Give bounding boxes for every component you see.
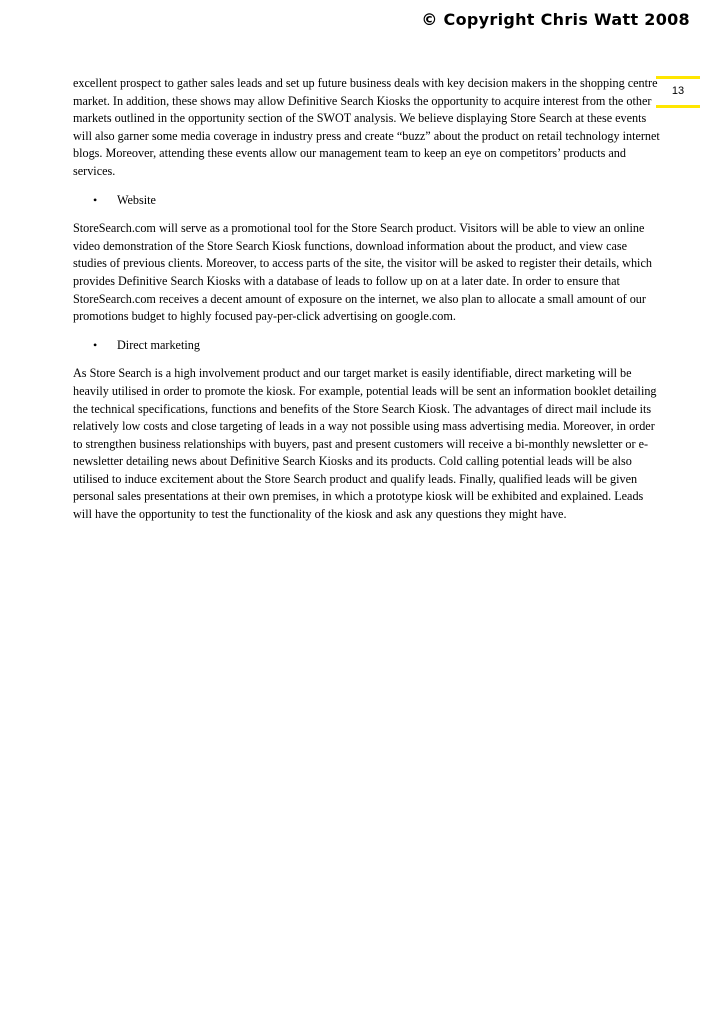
copyright-header: © Copyright Chris Watt 2008 xyxy=(421,10,690,29)
bullet-website xyxy=(73,192,663,210)
paragraph-trade-shows: excellent prospect to gather sales leads and set up future business deals with key decision makers in the shopping centre market. In addition, these shows may allow Definitive Search Kiosks the opportunity to acquire interest from the other markets outlined in the opportunity section of the SWOT analysis. We believe displaying Store Search at these events will also garner some media coverage in industry press and create “buzz” about the product on retail technology internet blogs. Moreover, attending these events allow our management team to keep an eye on competitors’ products and services. xyxy=(73,76,660,178)
bullet-icon: • xyxy=(93,192,98,207)
page-number: 13 xyxy=(671,85,685,97)
bullet-direct-marketing xyxy=(73,337,663,355)
document-body xyxy=(73,75,663,535)
bullet-icon: • xyxy=(93,337,98,352)
paragraph-website: StoreSearch.com will serve as a promotional tool for the Store Search product. Visitors will be able to view an online video demonstration of the Store Search Kiosk functions, download information about the product, and view case studies of previous clients. Moreover, to access parts of the site, the visitor will be asked to register their details, which provides Definitive Search Kiosks with a database of leads to follow up on at a later date. In order to ensure that StoreSearch.com receives a decent amount of exposure on the internet, we also plan to allocate a small amount of our promotions budget to highly focused pay-per-click advertising on google.com. xyxy=(73,221,652,324)
bullet-label-direct-marketing: Direct marketing xyxy=(117,337,200,352)
paragraph-direct-marketing: As Store Search is a high involvement product and our target market is easily identifiable, direct marketing will be heavily utilised in order to promote the kiosk. For example, potential leads will be sent an information booklet detailing the technical specifications, functions and benefits of the Store Search Kiosk. The advantages of direct mail include its relatively low costs and close targeting of leads in a way not possible using mass advertising media. Moreover, in order to strengthen business relationships with buyers, past and present customers will receive a bi-monthly newsletter or e-newsletter detailing news about Definitive Search Kiosks and its products. Cold calling potential leads will be also utilised to induce excitement about the Store Search product and qualify leads. Finally, qualified leads will be given personal sales presentations at their own premises, in which a prototype kiosk will be exhibited and explained. Leads will have the opportunity to test the functionality of the kiosk and ask any questions they might have. xyxy=(73,366,657,522)
bullet-label-website: Website xyxy=(117,192,156,207)
